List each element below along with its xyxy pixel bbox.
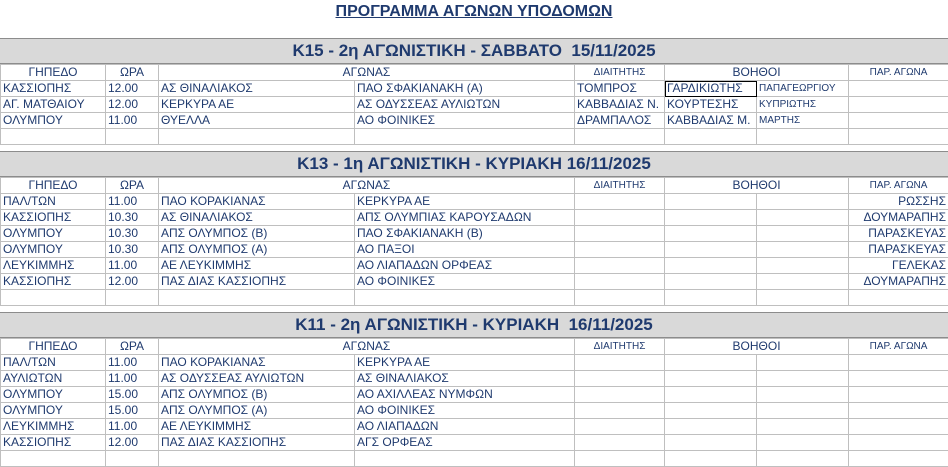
cell-assistant-1: [665, 226, 757, 242]
cell-assistant-1: ΓΑΡΔΙΚΙΩΤΗΣ: [665, 81, 757, 97]
header-time: ΩΡΑ: [106, 65, 159, 81]
cell-referee: [575, 258, 665, 274]
cell-observer: ΡΩΣΣΗΣ: [849, 194, 948, 210]
cell-referee: ΔΡΑΜΠΑΛΟΣ: [575, 113, 665, 129]
cell-away-team: ΠΑΟ ΣΦΑΚΙΑΝΑΚΗ (Β): [355, 226, 575, 242]
header-observer: ΠΑΡ. ΑΓΩΝΑ: [849, 339, 948, 355]
cell-home-team: ΑΠΣ ΟΛΥΜΠΟΣ (Α): [159, 403, 355, 419]
cell-observer: ΠΑΡΑΣΚΕΥΑΣ: [849, 226, 948, 242]
cell-time: 15.00: [106, 403, 159, 419]
cell-away-team: ΚΕΡΚΥΡΑ ΑΕ: [355, 355, 575, 371]
cell-time: 12.00: [106, 81, 159, 97]
cell-home-team: ΑΣ ΘΙΝΑΛΙΑΚΟΣ: [159, 210, 355, 226]
cell-referee: [575, 403, 665, 419]
cell-venue: ΟΛΥΜΠΟΥ: [1, 403, 106, 419]
cell-assistant-1: [665, 355, 757, 371]
cell-time: 10.30: [106, 226, 159, 242]
table-header-row: [1, 339, 948, 355]
cell-assistant-2: ΠΑΠΑΓΕΩΡΓΙΟΥ: [757, 81, 849, 97]
header-time: ΩΡΑ: [106, 339, 159, 355]
schedule-table: [0, 177, 948, 306]
cell-home-team: ΘΥΕΛΛΑ: [159, 113, 355, 129]
table-header-row: [1, 178, 948, 194]
cell-home-team: ΑΠΣ ΟΛΥΜΠΟΣ (Β): [159, 387, 355, 403]
cell-observer: ΔΟΥΜΑΡΑΠΗΣ: [849, 274, 948, 290]
schedule-section: [0, 151, 948, 312]
schedule-table: [0, 64, 948, 145]
cell-assistant-2: [757, 194, 849, 210]
header-venue: ΓΗΠΕΔΟ: [1, 339, 106, 355]
cell-referee: [575, 419, 665, 435]
cell-home-team: ΠΑΣ ΔΙΑΣ ΚΑΣΣΙΟΠΗΣ: [159, 435, 355, 451]
table-row: [1, 113, 948, 129]
cell-assistant-1: [665, 210, 757, 226]
table-row: [1, 210, 948, 226]
cell-home-team: ΑΣ ΘΙΝΑΛΙΑΚΟΣ: [159, 81, 355, 97]
cell-assistant-2: [757, 403, 849, 419]
cell-observer: [849, 435, 948, 451]
cell-assistant-2: ΚΥΠΡΙΩΤΗΣ: [757, 97, 849, 113]
header-observer: ΠΑΡ. ΑΓΩΝΑ: [849, 178, 948, 194]
cell-observer: ΔΟΥΜΑΡΑΠΗΣ: [849, 210, 948, 226]
header-assistants: ΒΟΗΘΟΙ: [665, 339, 849, 355]
cell-assistant-2: [757, 226, 849, 242]
cell-referee: ΤΟΜΠΡΟΣ: [575, 81, 665, 97]
page-title: ΠΡΟΓΡΑΜΜΑ ΑΓΩΝΩΝ ΥΠΟΔΟΜΩΝ: [0, 3, 948, 21]
cell-observer: [849, 403, 948, 419]
cell-referee: [575, 226, 665, 242]
schedule-table: [0, 338, 948, 467]
cell-time: 11.00: [106, 371, 159, 387]
cell-away-team: ΠΑΟ ΣΦΑΚΙΑΝΑΚΗ (Α): [355, 81, 575, 97]
header-match: ΑΓΩΝΑΣ: [159, 65, 575, 81]
cell-assistant-2: [757, 371, 849, 387]
cell-referee: [575, 371, 665, 387]
cell-assistant-2: [757, 274, 849, 290]
cell-away-team: ΑΟ ΦΟΙΝΙΚΕΣ: [355, 403, 575, 419]
cell-away-team: ΑΟ ΠΑΞΟΙ: [355, 242, 575, 258]
cell-away-team: ΑΣ ΟΔΥΣΣΕΑΣ ΑΥΛΙΩΤΩΝ: [355, 97, 575, 113]
cell-venue: ΑΓ. ΜΑΤΘΑΙΟΥ: [1, 97, 106, 113]
cell-referee: [575, 387, 665, 403]
schedule-section: [0, 312, 948, 467]
cell-referee: ΚΑΒΒΑΔΙΑΣ Ν.: [575, 97, 665, 113]
cell-assistant-1: [665, 403, 757, 419]
cell-observer: ΠΑΡΑΣΚΕΥΑΣ: [849, 242, 948, 258]
cell-time: 12.00: [106, 97, 159, 113]
cell-assistant-1: [665, 435, 757, 451]
section-banner: K15 - 2η ΑΓΩΝΙΣΤΙΚΗ - ΣΑΒΒΑΤΟ 15/11/2025: [0, 38, 948, 64]
cell-observer: [849, 355, 948, 371]
cell-assistant-1: ΚΑΒΒΑΔΙΑΣ Μ.: [665, 113, 757, 129]
cell-time: 15.00: [106, 387, 159, 403]
header-referee: ΔΙΑΙΤΗΤΗΣ: [575, 178, 665, 194]
cell-venue: ΚΑΣΣΙΟΠΗΣ: [1, 274, 106, 290]
cell-away-team: ΑΟ ΦΟΙΝΙΚΕΣ: [355, 113, 575, 129]
cell-observer: [849, 371, 948, 387]
cell-home-team: ΑΣ ΟΔΥΣΣΕΑΣ ΑΥΛΙΩΤΩΝ: [159, 371, 355, 387]
cell-home-team: ΠΑΟ ΚΟΡΑΚΙΑΝΑΣ: [159, 194, 355, 210]
section-banner: K11 - 2η ΑΓΩΝΙΣΤΙΚΗ - ΚΥΡΙΑΚΗ 16/11/2025: [0, 312, 948, 338]
cell-assistant-1: [665, 258, 757, 274]
table-row: [1, 371, 948, 387]
cell-away-team: ΑΠΣ ΟΛΥΜΠΙΑΣ ΚΑΡΟΥΣΑΔΩΝ: [355, 210, 575, 226]
cell-home-team: ΚΕΡΚΥΡΑ ΑΕ: [159, 97, 355, 113]
cell-away-team: ΑΟ ΛΙΑΠΑΔΩΝ: [355, 419, 575, 435]
header-match: ΑΓΩΝΑΣ: [159, 178, 575, 194]
cell-away-team: ΑΟ ΑΧΙΛΛΕΑΣ ΝΥΜΦΩΝ: [355, 387, 575, 403]
cell-referee: [575, 194, 665, 210]
schedule-sheet: [0, 38, 948, 467]
cell-venue: ΟΛΥΜΠΟΥ: [1, 242, 106, 258]
cell-time: 11.00: [106, 194, 159, 210]
section-banner: K13 - 1η ΑΓΩΝΙΣΤΙΚΗ - ΚΥΡΙΑΚΗ 16/11/2025: [0, 151, 948, 177]
cell-assistant-1: [665, 242, 757, 258]
cell-venue: ΛΕΥΚΙΜΜΗΣ: [1, 419, 106, 435]
schedule-section: [0, 38, 948, 151]
cell-assistant-2: [757, 419, 849, 435]
table-row: [1, 355, 948, 371]
header-referee: ΔΙΑΙΤΗΤΗΣ: [575, 339, 665, 355]
cell-time: 11.00: [106, 258, 159, 274]
cell-away-team: ΑΟ ΛΙΑΠΑΔΩΝ ΟΡΦΕΑΣ: [355, 258, 575, 274]
cell-time: 11.00: [106, 419, 159, 435]
cell-away-team: ΑΟ ΦΟΙΝΙΚΕΣ: [355, 274, 575, 290]
table-row: [1, 419, 948, 435]
header-assistants: ΒΟΗΘΟΙ: [665, 178, 849, 194]
cell-observer: [849, 97, 948, 113]
cell-assistant-2: [757, 435, 849, 451]
cell-venue: ΑΥΛΙΩΤΩΝ: [1, 371, 106, 387]
cell-observer: [849, 419, 948, 435]
cell-venue: ΚΑΣΣΙΟΠΗΣ: [1, 210, 106, 226]
cell-time: 11.00: [106, 113, 159, 129]
header-referee: ΔΙΑΙΤΗΤΗΣ: [575, 65, 665, 81]
cell-referee: [575, 355, 665, 371]
cell-venue: ΠΑΛ/ΤΩΝ: [1, 194, 106, 210]
cell-assistant-1: [665, 387, 757, 403]
table-row: [1, 403, 948, 419]
cell-observer: [849, 113, 948, 129]
header-match: ΑΓΩΝΑΣ: [159, 339, 575, 355]
cell-time: 11.00: [106, 355, 159, 371]
cell-assistant-1: [665, 274, 757, 290]
table-row-empty: [1, 451, 948, 467]
cell-assistant-2: [757, 387, 849, 403]
cell-assistant-2: [757, 355, 849, 371]
cell-observer: [849, 81, 948, 97]
cell-venue: ΠΑΛ/ΤΩΝ: [1, 355, 106, 371]
table-row: [1, 387, 948, 403]
table-row: [1, 242, 948, 258]
title-row: [0, 0, 948, 38]
table-header-row: [1, 65, 948, 81]
cell-home-team: ΑΠΣ ΟΛΥΜΠΟΣ (Β): [159, 226, 355, 242]
table-row-empty: [1, 129, 948, 145]
cell-away-team: ΑΣ ΘΙΝΑΛΙΑΚΟΣ: [355, 371, 575, 387]
table-row: [1, 435, 948, 451]
header-venue: ΓΗΠΕΔΟ: [1, 178, 106, 194]
cell-referee: [575, 242, 665, 258]
cell-referee: [575, 435, 665, 451]
cell-venue: ΟΛΥΜΠΟΥ: [1, 387, 106, 403]
cell-referee: [575, 274, 665, 290]
table-row-empty: [1, 290, 948, 306]
header-venue: ΓΗΠΕΔΟ: [1, 65, 106, 81]
cell-home-team: ΑΕ ΛΕΥΚΙΜΜΗΣ: [159, 419, 355, 435]
cell-away-team: ΑΓΣ ΟΡΦΕΑΣ: [355, 435, 575, 451]
cell-home-team: ΑΕ ΛΕΥΚΙΜΜΗΣ: [159, 258, 355, 274]
cell-venue: ΟΛΥΜΠΟΥ: [1, 226, 106, 242]
table-row: [1, 194, 948, 210]
cell-home-team: ΠΑΟ ΚΟΡΑΚΙΑΝΑΣ: [159, 355, 355, 371]
table-row: [1, 226, 948, 242]
table-row: [1, 274, 948, 290]
cell-time: 12.00: [106, 274, 159, 290]
cell-observer: ΓΕΛΕΚΑΣ: [849, 258, 948, 274]
cell-venue: ΚΑΣΣΙΟΠΗΣ: [1, 81, 106, 97]
cell-referee: [575, 210, 665, 226]
cell-assistant-1: ΚΟΥΡΤΕΣΗΣ: [665, 97, 757, 113]
cell-assistant-2: [757, 210, 849, 226]
table-row: [1, 81, 948, 97]
header-time: ΩΡΑ: [106, 178, 159, 194]
cell-time: 10.30: [106, 242, 159, 258]
cell-venue: ΛΕΥΚΙΜΜΗΣ: [1, 258, 106, 274]
cell-assistant-2: [757, 242, 849, 258]
table-row: [1, 258, 948, 274]
cell-away-team: ΚΕΡΚΥΡΑ ΑΕ: [355, 194, 575, 210]
cell-time: 12.00: [106, 435, 159, 451]
table-row: [1, 97, 948, 113]
cell-venue: ΟΛΥΜΠΟΥ: [1, 113, 106, 129]
cell-assistant-1: [665, 371, 757, 387]
cell-assistant-2: ΜΑΡΤΗΣ: [757, 113, 849, 129]
cell-assistant-1: [665, 194, 757, 210]
header-observer: ΠΑΡ. ΑΓΩΝΑ: [849, 65, 948, 81]
cell-assistant-2: [757, 258, 849, 274]
header-assistants: ΒΟΗΘΟΙ: [665, 65, 849, 81]
cell-home-team: ΠΑΣ ΔΙΑΣ ΚΑΣΣΙΟΠΗΣ: [159, 274, 355, 290]
cell-assistant-1: [665, 419, 757, 435]
cell-home-team: ΑΠΣ ΟΛΥΜΠΟΣ (Α): [159, 242, 355, 258]
cell-time: 10.30: [106, 210, 159, 226]
cell-observer: [849, 387, 948, 403]
cell-venue: ΚΑΣΣΙΟΠΗΣ: [1, 435, 106, 451]
